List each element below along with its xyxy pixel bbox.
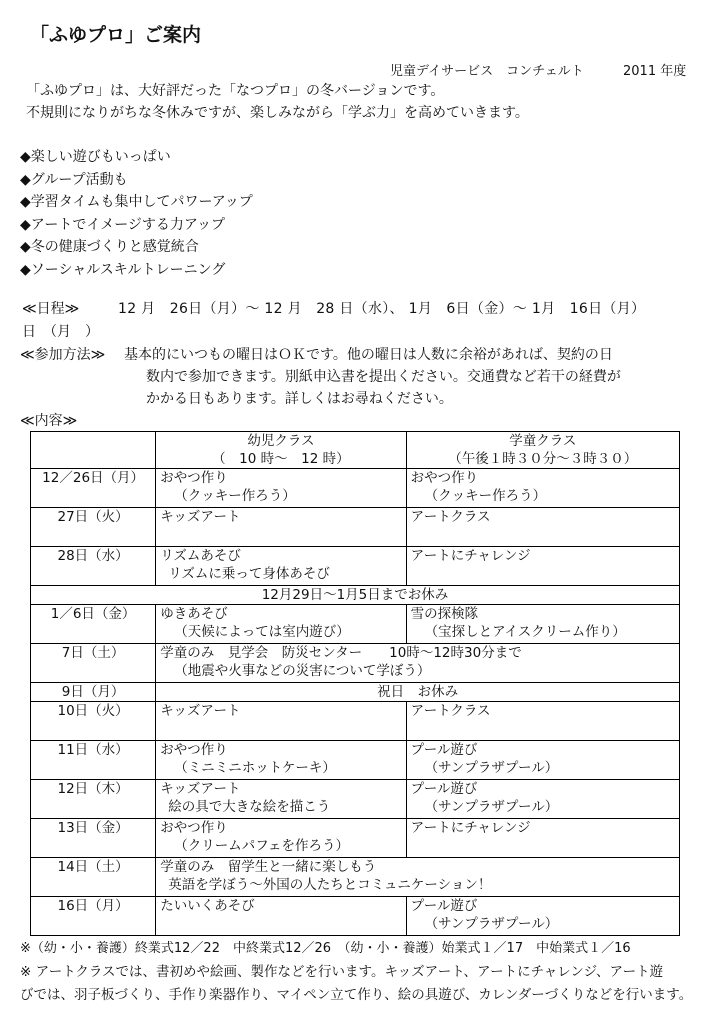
kinder-activity-cell [156,819,406,858]
organization-name: 児童デイサービス コンチェルト [390,64,584,79]
date-cell: 12日（木） [31,780,156,819]
date-cell: 14日（土） [31,858,156,897]
kinder-activity-cell [156,547,406,586]
gakudo-activity-cell [406,819,679,858]
gakudo-activity-cell [406,702,679,741]
participation-label: ≪参加方法≫ [20,347,106,363]
gakudo-activity-cell [406,741,679,780]
gakudo-activity-cell [406,897,679,936]
footnote-art-line-1: ※ アートクラスでは、書初めや絵画、製作などを行います。キッズアート、アートにチャレンジ、アート遊 [20,964,664,980]
date-cell: 9日（月） [31,683,156,702]
table-row [31,469,680,508]
kinder-activity-cell [156,508,406,547]
activity-title: プール遊び [410,898,478,914]
activity-title: 学童のみ 見学会 防災センター 10時～12時30分まで [160,645,522,661]
activity-detail: （サンプラザプール） [424,916,559,932]
feature-item: ◆冬の健康づくりと感覚統合 [20,239,199,256]
header-kinder-class [156,432,406,469]
activity-title: 学童のみ 留学生と一緒に楽しもう [160,859,377,875]
table-row [31,897,680,936]
feature-item: ◆ソーシャルスキルトレーニング [20,261,226,278]
table-header-row [31,432,680,469]
table-row [31,780,680,819]
activity-detail: 絵の具で大きな絵を描こう [168,799,331,815]
feature-item: ◆グループ活動も [20,171,128,188]
gakudo-activity-cell [406,508,679,547]
activity-title: 雪の探検隊 [410,606,479,622]
date-cell: 10日（火） [31,702,156,741]
content-label: ≪内容≫ [20,413,78,429]
activity-title: リズムあそび [160,548,241,564]
header-gakudo-class [406,432,679,469]
date-cell: 11日（水） [31,741,156,780]
activity-detail: （地震や火事などの災害について学ぼう） [174,663,431,679]
table-row [31,508,680,547]
date-cell: 7日（土） [31,644,156,683]
footnote-art-line-2: びでは、羽子板づくり、手作り楽器作り、マイペン立て作り、絵の具遊び、カレンダーづくりなどを行います。 [20,987,693,1003]
date-cell: 27日（火） [31,508,156,547]
table-row [31,605,680,644]
schedule-table [30,431,680,936]
schedule-label: ≪日程≫ [22,301,80,317]
activity-title: おやつ作り [410,470,479,486]
feature-list [20,146,253,282]
kinder-activity-cell [156,469,406,508]
gakudo-activity-cell [406,780,679,819]
intro-line-2: 不規則になりがちな冬休みですが、楽しみながら「学ぶ力」を高めていきます。 [26,105,529,121]
participation-line: 基本的にいつもの曜日はＯＫです。他の曜日は人数に余裕があれば、契約の日 [124,347,613,363]
activity-detail: （サンプラザプール） [424,799,559,815]
activity-title: アートクラス [410,703,491,719]
activity-title: ゆきあそび [160,606,228,622]
activity-title: アートクラス [410,509,491,525]
activity-detail: （クッキー作ろう） [174,488,296,504]
table-row [31,644,680,683]
feature-item: ◆学習タイムも集中してパワーアップ [20,194,253,211]
table-row [31,858,680,897]
footnote-ceremonies: ※（幼・小・養護）終業式12／22 中終業式12／26 （幼・小・養護）始業式１／17 中始業式１／16 [20,941,631,956]
kinder-class-title: 幼児クラス [247,433,315,449]
activity-detail: （宝探しとアイスクリーム作り） [424,624,626,640]
activity-title: おやつ作り [160,742,228,758]
activity-detail: 英語を学ぼう～外国の人たちとコミュニケーション！ [168,877,492,893]
table-row [31,547,680,586]
schedule-text: 12 月 26日（月）～ 12 月 28 日（水）、 1月 6日（金）～ 1月 16日（月） [118,301,646,317]
activity-title: アートにチャレンジ [410,820,531,836]
table-row [31,819,680,858]
activity-title: たいいくあそび [160,898,255,914]
feature-item: ◆楽しい遊びもいっぱい [20,149,171,165]
fiscal-year: 2011 年度 [623,64,687,79]
activity-detail: リズムに乗って身体あそび [168,566,330,582]
holiday-note: 祝日 お休み [156,683,680,702]
activity-title: キッズアート [160,509,241,525]
kinder-class-hours: （ 10 時～ 12 時） [212,451,350,467]
activity-title: キッズアート [160,703,241,719]
gakudo-activity-cell [406,547,679,586]
table-row [31,586,680,605]
joint-activity-cell [156,858,680,897]
kinder-activity-cell [156,605,406,644]
activity-detail: （クッキー作ろう） [424,488,547,504]
activity-detail: （サンプラザプール） [424,760,559,776]
feature-item: ◆アートでイメージする力アップ [20,216,225,233]
kinder-activity-cell [156,741,406,780]
activity-title: アートにチャレンジ [410,548,531,564]
activity-title: おやつ作り [160,820,228,836]
joint-activity-cell [156,644,680,683]
intro-line-1: 「ふゆプロ」は、大好評だった「なつプロ」の冬バージョンです。 [26,83,445,99]
activity-detail: （ミニミニホットケーキ） [174,760,336,776]
activity-title: プール遊び [410,742,478,758]
participation-line: かかる日もあります。詳しくはお尋ねください。 [146,391,453,407]
date-cell: 12／26日（月） [31,469,156,508]
activity-detail: （天候によっては室内遊び） [174,624,350,640]
activity-title: おやつ作り [160,470,228,486]
activity-detail: （クリームパフェを作ろう） [174,838,350,854]
date-cell: 13日（金） [31,819,156,858]
gakudo-class-title: 学童クラス [509,433,577,449]
holiday-banner: 12月29日～1月5日までお休み [31,586,680,605]
participation-text [124,344,699,410]
gakudo-class-hours: （午後１時３０分～３時３０） [448,451,638,467]
organization-line [390,60,687,79]
kinder-activity-cell [156,702,406,741]
date-cell: 16日（月） [31,897,156,936]
date-cell: 1／6日（金） [31,605,156,644]
table-row [31,702,680,741]
participation-line: 数内で参加できます。別紙申込書を提出ください。交通費など若干の経費が [146,369,621,385]
header-date-cell [31,432,156,469]
page-title: 「ふゆプロ」ご案内 [30,24,202,46]
schedule-text-wrap: 日 （月 ） [22,324,99,340]
kinder-activity-cell [156,780,406,819]
activity-title: キッズアート [160,781,241,797]
date-cell: 28日（水） [31,547,156,586]
gakudo-activity-cell [406,605,679,644]
kinder-activity-cell [156,897,406,936]
table-row [31,683,680,702]
table-row [31,741,680,780]
gakudo-activity-cell [406,469,679,508]
activity-title: プール遊び [410,781,478,797]
